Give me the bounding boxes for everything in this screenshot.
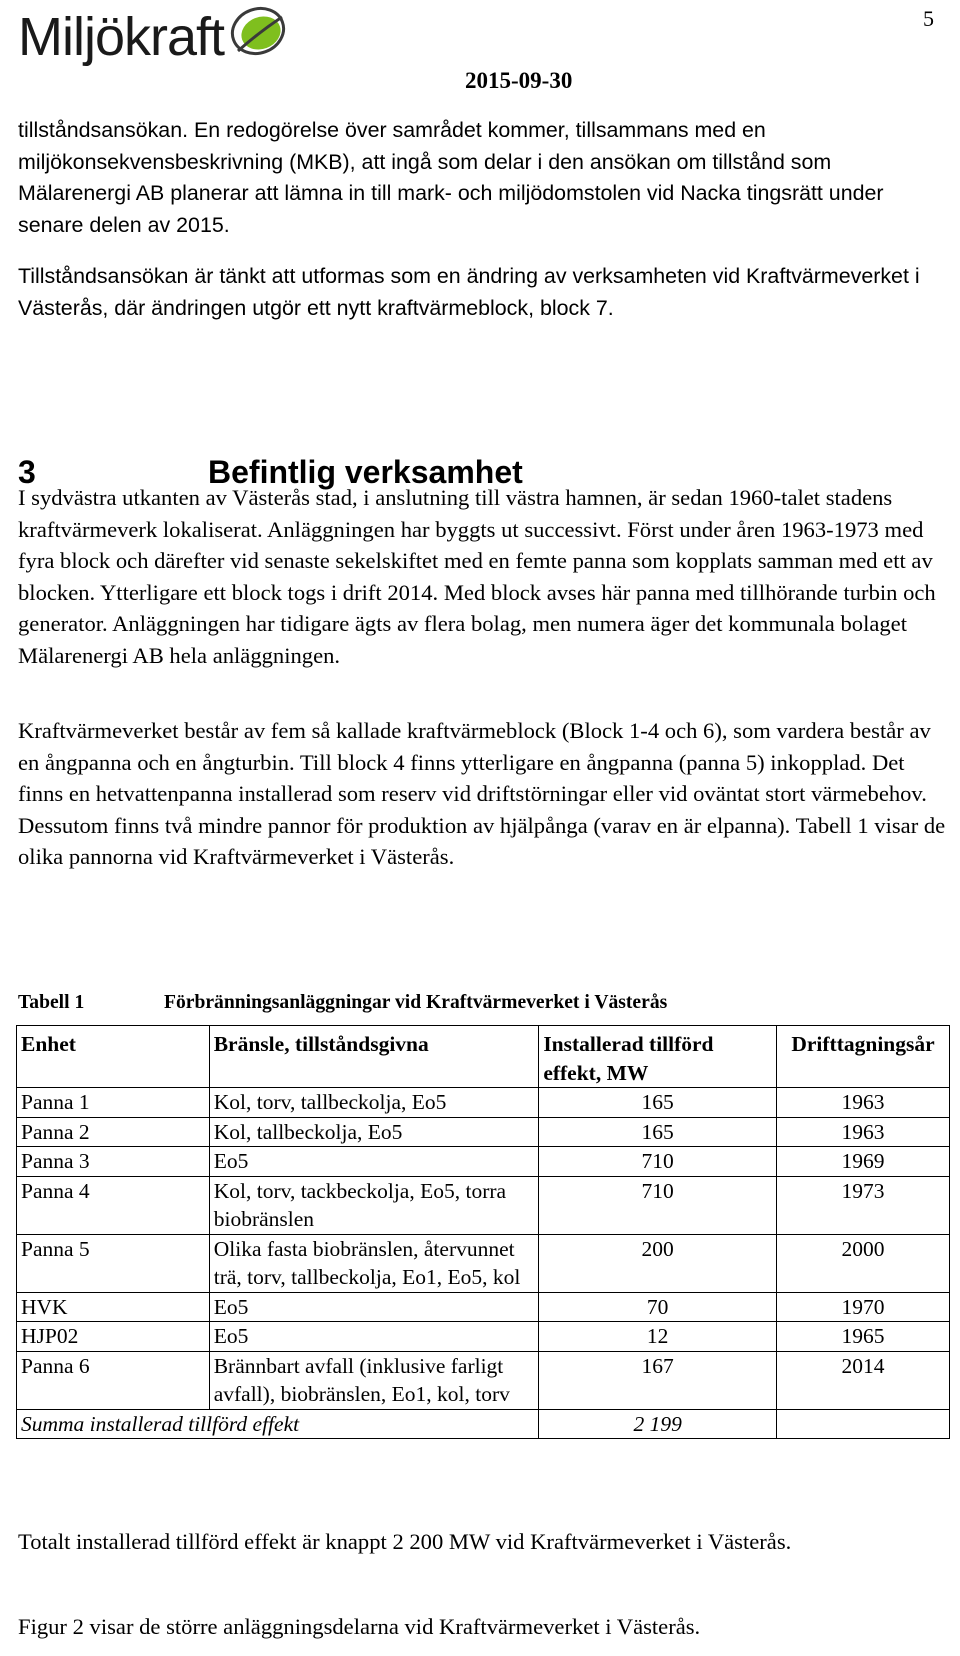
paragraph-1: tillståndsansökan. En redogörelse över samrådet kommer, tillsammans med en miljökonsekvensbeskrivning (MKB), att ingå som delar i den ansökan om tillstånd som Mälarenergi AB planerar att lämna in till mark- och miljödomstolen vid Nacka tingsrätt under senare delen av 2015. [18, 118, 884, 237]
paragraph-3: I sydvästra utkanten av Västerås stad, i anslutning till västra hamnen, är sedan 1960-talet stadens kraftvärmeverk lokaliserat. Anläggningen har byggts ut successivt. Först under åren 1963-1973 med fyra block och därefter vid senaste sekelskiftet med en femte panna som kopplats samman med ett av blocken. Ytterligare ett block togs i drift 2014. Med block avses här panna med tillhörande turbin och generator. Anläggningen har tidigare ägts av flera bolag, men numera äger det kommunala bolaget Mälarenergi AB hela anläggningen. [18, 485, 936, 668]
cell-effekt: 12 [539, 1322, 777, 1352]
cell-effekt: 200 [539, 1234, 777, 1292]
cell-effekt: 70 [539, 1292, 777, 1322]
cell-effekt: 165 [539, 1088, 777, 1118]
table-sum-row [17, 1409, 950, 1439]
table-title: Förbränningsanläggningar vid Kraftvärmeverket i Västerås [164, 992, 668, 1013]
cell-ar: 1965 [777, 1322, 950, 1352]
cell-ar: 2014 [777, 1351, 950, 1409]
fuel-table [16, 1025, 950, 1439]
table-row [17, 1351, 950, 1409]
cell-effekt: 710 [539, 1147, 777, 1177]
cell-enhet: Panna 2 [17, 1117, 210, 1147]
cell-enhet: HVK [17, 1292, 210, 1322]
cell-enhet: HJP02 [17, 1322, 210, 1352]
header-bransle: Bränsle, tillståndsgivna [209, 1026, 539, 1088]
cell-ar: 1963 [777, 1088, 950, 1118]
table-row [17, 1292, 950, 1322]
section-title: Befintlig verksamhet [208, 454, 523, 490]
cell-enhet: Panna 4 [17, 1176, 210, 1234]
cell-bransle: Eo5 [209, 1147, 539, 1177]
logo [18, 2, 292, 72]
cell-bransle: Kol, torv, tallbeckolja, Eo5 [209, 1088, 539, 1118]
header-enhet: Enhet [17, 1026, 210, 1088]
table-row [17, 1088, 950, 1118]
paragraph-2: Tillståndsansökan är tänkt att utformas som en ändring av verksamheten vid Kraftvärmeverket i Västerås, där ändringen utgör ett nytt kraftvärmeblock, block 7. [18, 264, 920, 320]
cell-ar: 1970 [777, 1292, 950, 1322]
cell-ar: 1963 [777, 1117, 950, 1147]
paragraph-6: Figur 2 visar de större anläggningsdelarna vid Kraftvärmeverket i Västerås. [18, 1614, 701, 1639]
leaf-icon [228, 3, 292, 65]
cell-effekt: 167 [539, 1351, 777, 1409]
cell-effekt: 710 [539, 1176, 777, 1234]
cell-ar: 1969 [777, 1147, 950, 1177]
table-row [17, 1234, 950, 1292]
paragraph-5: Totalt installerad tillförd effekt är knappt 2 200 MW vid Kraftvärmeverket i Västerås. [18, 1529, 792, 1554]
table-caption [18, 992, 668, 1014]
table-header-row [17, 1026, 950, 1088]
sum-empty [777, 1409, 950, 1439]
table-label: Tabell 1 [18, 992, 85, 1013]
document-date: 2015-09-30 [465, 68, 573, 93]
header-effekt: Installerad tillförd effekt, MW [539, 1026, 777, 1088]
table-row [17, 1322, 950, 1352]
paragraph-4: Kraftvärmeverket består av fem så kallade kraftvärmeblock (Block 1-4 och 6), som vardera består av en ångpanna och en ångturbin. Till block 4 finns ytterligare en ångpanna (panna 5) inkopplad. Det finns en hetvattenpanna installerad som reserv vid driftstörningar eller vid oväntat stort värmebehov. Dessutom finns två mindre pannor för produktion av hjälpånga (varav en är elpanna). Tabell 1 visar de olika pannorna vid Kraftvärmeverket i Västerås. [18, 718, 946, 869]
logo-text: Miljökraft [18, 7, 225, 67]
table-row [17, 1147, 950, 1177]
header-ar: Drifttagningsår [777, 1026, 950, 1088]
cell-bransle: Eo5 [209, 1292, 539, 1322]
cell-ar: 1973 [777, 1176, 950, 1234]
cell-bransle: Kol, tallbeckolja, Eo5 [209, 1117, 539, 1147]
cell-enhet: Panna 6 [17, 1351, 210, 1409]
page-number: 5 [923, 6, 934, 31]
cell-enhet: Panna 3 [17, 1147, 210, 1177]
cell-bransle: Olika fasta biobränslen, återvunnet trä, torv, tallbeckolja, Eo1, Eo5, kol [209, 1234, 539, 1292]
cell-ar: 2000 [777, 1234, 950, 1292]
cell-enhet: Panna 1 [17, 1088, 210, 1118]
cell-bransle: Eo5 [209, 1322, 539, 1352]
cell-bransle: Brännbart avfall (inklusive farligt avfall), biobränslen, Eo1, kol, torv [209, 1351, 539, 1409]
section-number: 3 [18, 454, 36, 490]
sum-value: 2 199 [539, 1409, 777, 1439]
cell-bransle: Kol, torv, tackbeckolja, Eo5, torra biobränslen [209, 1176, 539, 1234]
sum-label: Summa installerad tillförd effekt [17, 1409, 539, 1439]
table-row [17, 1117, 950, 1147]
cell-enhet: Panna 5 [17, 1234, 210, 1292]
table-row [17, 1176, 950, 1234]
cell-effekt: 165 [539, 1117, 777, 1147]
